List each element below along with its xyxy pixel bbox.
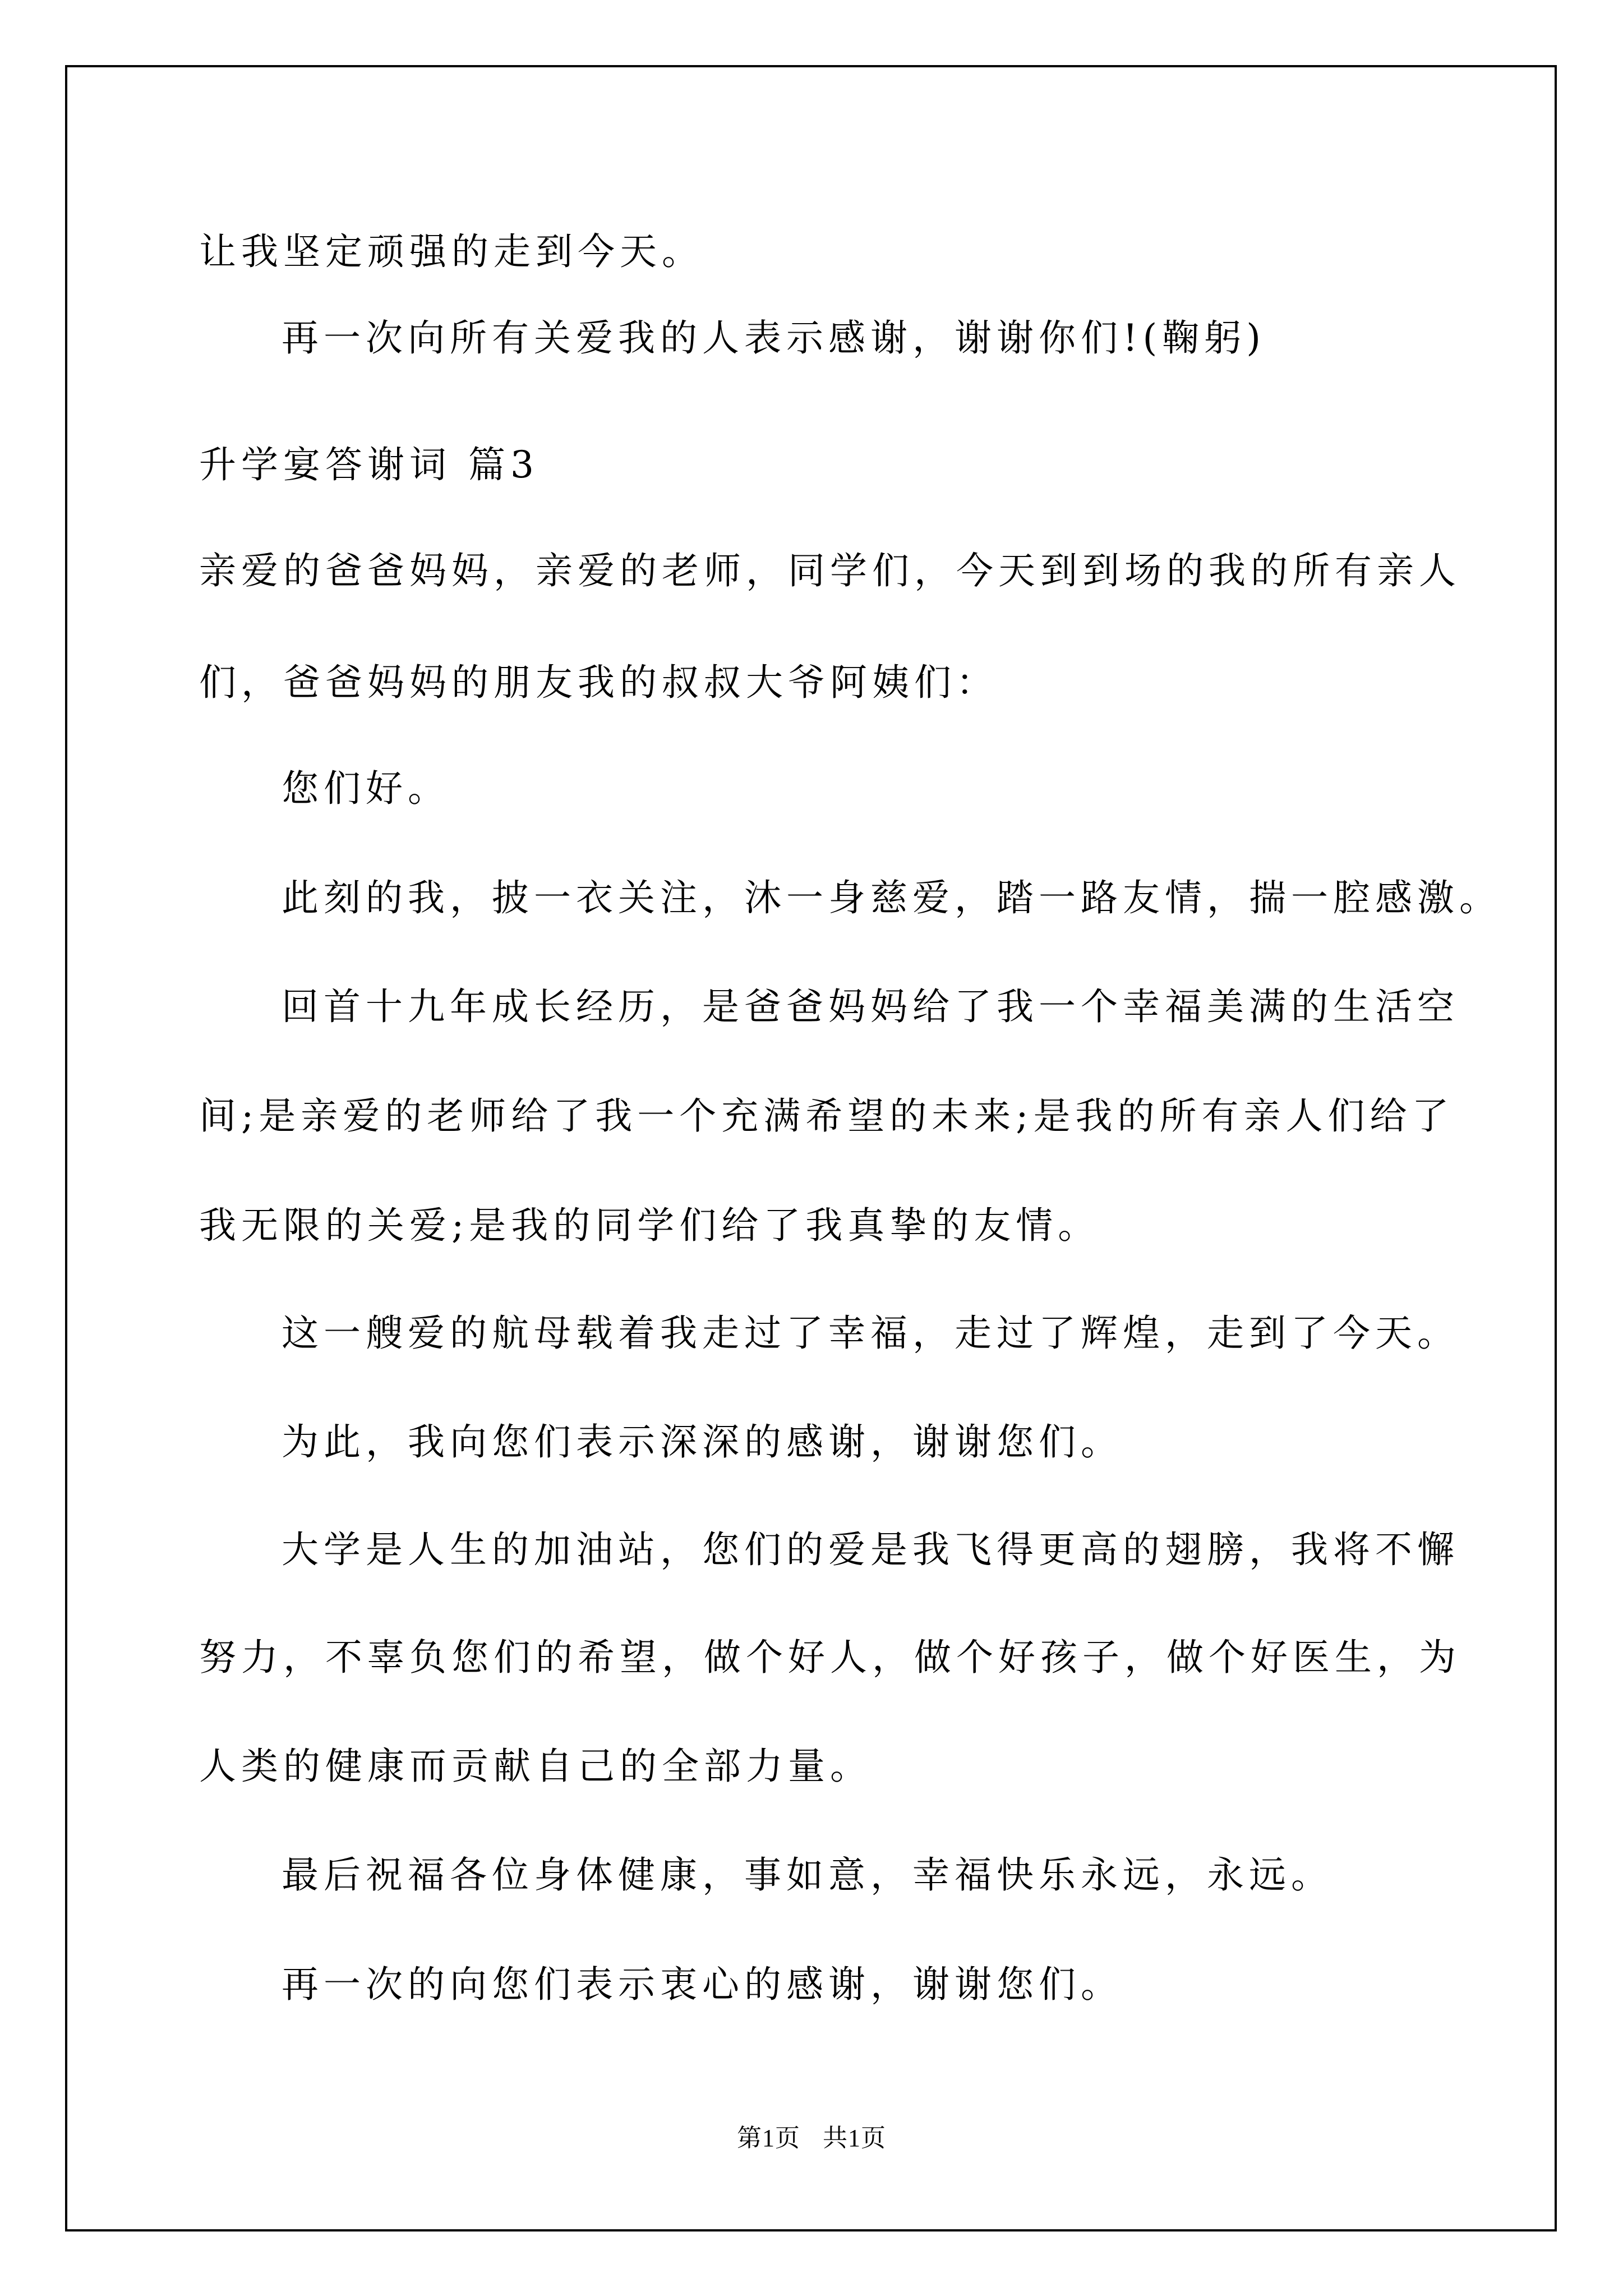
- paragraph-line: 大学是人生的加油站，您们的爱是我飞得更高的翅膀，我将不懈: [282, 1528, 1459, 1571]
- page-total: 共1页: [823, 2124, 886, 2152]
- paragraph-line: 让我坚定顽强的走到今天。: [199, 230, 704, 273]
- paragraph-line: 此刻的我，披一衣关注，沐一身慈爱，踏一路友情，揣一腔感激。: [282, 876, 1501, 919]
- paragraph-line: 您们好。: [282, 767, 450, 810]
- page-border: [65, 65, 1557, 2231]
- paragraph-line: 亲爱的爸爸妈妈，亲爱的老师，同学们，今天到到场的我的所有亲人: [199, 549, 1461, 592]
- section-heading: 升学宴答谢词 篇3: [199, 443, 539, 486]
- paragraph-line: 间;是亲爱的老师给了我一个充满希望的未来;是我的所有亲人们给了: [199, 1094, 1454, 1138]
- page-number: 第1页: [737, 2124, 800, 2152]
- paragraph-line: 最后祝福各位身体健康，事如意，幸福快乐永远，永远。: [282, 1853, 1333, 1897]
- paragraph-line: 这一艘爱的航母载着我走过了幸福，走过了辉煌，走到了今天。: [282, 1312, 1459, 1355]
- paragraph-line: 再一次的向您们表示衷心的感谢，谢谢您们。: [282, 1963, 1123, 2006]
- paragraph-line: 再一次向所有关爱我的人表示感谢，谢谢你们!(鞠躬): [282, 316, 1266, 360]
- paragraph-line: 努力，不辜负您们的希望，做个好人，做个好孩子，做个好医生，为: [199, 1636, 1461, 1679]
- paragraph-line: 们，爸爸妈妈的朋友我的叔叔大爷阿姨们：: [199, 661, 998, 704]
- paragraph-line: 回首十九年成长经历，是爸爸妈妈给了我一个幸福美满的生活空: [282, 985, 1459, 1028]
- paragraph-line: 为此，我向您们表示深深的感谢，谢谢您们。: [282, 1420, 1123, 1464]
- paragraph-line: 人类的健康而贡献自己的全部力量。: [199, 1745, 872, 1788]
- page-footer: [0, 2126, 1623, 2151]
- paragraph-line: 我无限的关爱;是我的同学们给了我真挚的友情。: [199, 1204, 1100, 1247]
